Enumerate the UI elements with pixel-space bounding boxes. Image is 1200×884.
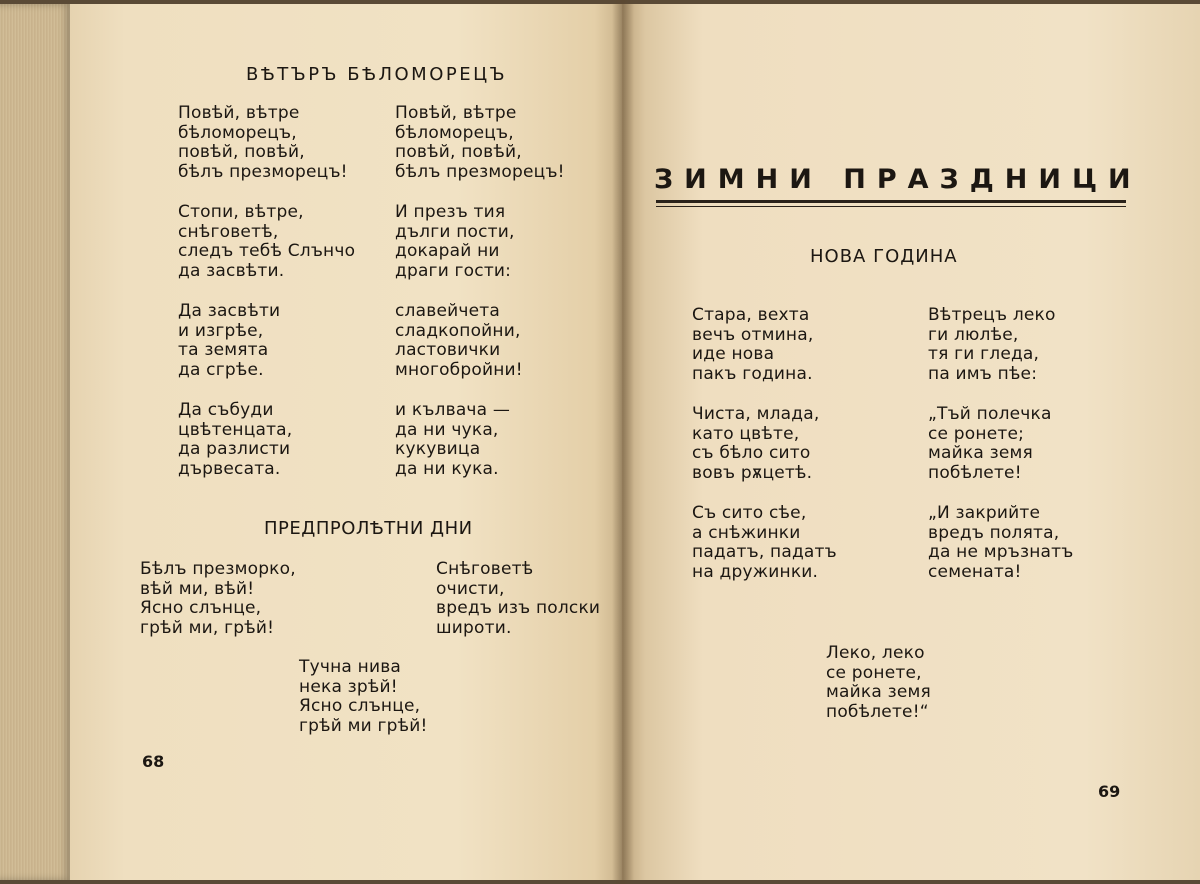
poem-column-1 — [692, 306, 837, 582]
page-number: 68 — [142, 752, 165, 771]
verse-line: драги гости: — [395, 260, 512, 281]
verse-line: повѣй, повѣй, — [178, 142, 305, 162]
verse-line: да разлисти — [178, 439, 291, 459]
left-page — [70, 4, 622, 880]
verse-line: „Тъй полечка — [928, 404, 1052, 424]
verse-line: вредъ полята, — [928, 522, 1060, 543]
verse-line: Стара, вехта — [692, 305, 810, 325]
verse-line: и кълвача — — [395, 400, 511, 420]
verse-line: снѣговетѣ, — [178, 221, 279, 242]
stanza — [178, 401, 355, 479]
verse-line: кукувица — [395, 439, 481, 459]
stanza — [178, 203, 355, 281]
verse-line: майка земя — [826, 682, 931, 702]
verse-line: следъ тебѣ Слънчо — [178, 241, 356, 261]
verse-line: се ронете, — [826, 662, 922, 683]
poem1-column-2 — [395, 104, 565, 479]
verse-line: Повѣй, вѣтре — [178, 103, 300, 123]
verse-line: падатъ, падатъ — [692, 542, 837, 562]
verse-line: Да засвѣти — [178, 301, 281, 321]
verse-line: Съ сито сѣе, — [692, 503, 807, 523]
verse-line: да засвѣти. — [178, 260, 285, 281]
stanza — [395, 104, 565, 182]
stanza — [178, 302, 355, 380]
verse-line: Чиста, млада, — [692, 404, 820, 424]
verse-line: повѣй, повѣй, — [395, 142, 522, 162]
verse-line: Снѣговетѣ — [436, 559, 534, 579]
verse-line: иде нова — [692, 344, 775, 364]
verse-line: сладкопойни, — [395, 320, 521, 341]
verse-line: да ни чука, — [395, 419, 499, 440]
verse-line: дървесата. — [178, 458, 281, 479]
verse-line: Бѣлъ презморко, — [140, 559, 296, 579]
verse-line: очисти, — [436, 578, 505, 599]
verse-line: съ бѣло сито — [692, 443, 811, 463]
verse-line: „И закрийте — [928, 503, 1041, 523]
poem-title-predproletni-dni: ПРЕДПРОЛѢТНИ ДНИ — [264, 518, 473, 539]
verse-line: Ясно слънце, — [299, 696, 421, 716]
verse-line: побѣлете! — [928, 462, 1022, 483]
page-number: 69 — [1098, 782, 1121, 801]
poem2-column-2 — [436, 560, 600, 638]
verse-line: бѣломорецъ, — [395, 122, 514, 143]
verse-line: та земята — [178, 340, 269, 360]
verse-line: грѣй ми, грѣй! — [140, 617, 275, 638]
verse-line: цвѣтенцата, — [178, 419, 293, 440]
stanza — [928, 306, 1073, 384]
verse-line: вѣй ми, вѣй! — [140, 578, 255, 599]
stanza — [178, 104, 355, 182]
verse-line: Леко, леко — [826, 643, 925, 663]
verse-line: бѣлъ презморецъ! — [395, 161, 565, 182]
poem-final-stanza — [826, 644, 931, 722]
verse-line: па имъ пѣе: — [928, 363, 1038, 384]
verse-line: Стопи, вѣтре, — [178, 202, 304, 222]
stanza — [395, 401, 565, 479]
verse-line: семената! — [928, 561, 1022, 582]
verse-line: докарай ни — [395, 241, 500, 261]
verse-line: И презъ тия — [395, 202, 506, 222]
verse-line: а снѣжинки — [692, 522, 801, 543]
verse-line: грѣй ми грѣй! — [299, 715, 428, 736]
book-gutter — [612, 0, 634, 884]
verse-line: и изгрѣе, — [178, 320, 264, 341]
poem-column-2 — [928, 306, 1073, 582]
verse-line: вечъ отмина, — [692, 324, 814, 345]
stanza — [395, 302, 565, 380]
verse-line: пакъ година. — [692, 363, 813, 384]
verse-line: се ронете; — [928, 423, 1025, 444]
stanza — [928, 504, 1073, 582]
verse-line: побѣлете!“ — [826, 701, 929, 722]
verse-line: дълги пости, — [395, 221, 515, 242]
verse-line: тя ги гледа, — [928, 344, 1040, 364]
verse-line: Да събуди — [178, 400, 274, 420]
poem2-column-3 — [299, 658, 427, 736]
verse-line: широти. — [436, 617, 512, 638]
title-rule — [656, 200, 1126, 203]
stanza — [692, 306, 837, 384]
stanza — [395, 203, 565, 281]
verse-line: бѣлъ презморецъ! — [178, 161, 348, 182]
verse-line: многобройни! — [395, 359, 523, 380]
verse-line: ги люлѣе, — [928, 324, 1019, 345]
verse-line: Вѣтрецъ леко — [928, 305, 1056, 325]
right-page — [622, 4, 1200, 880]
verse-line: като цвѣте, — [692, 423, 800, 444]
verse-line: нека зрѣй! — [299, 676, 398, 697]
verse-line: да не мръзнатъ — [928, 542, 1074, 562]
stanza — [692, 504, 837, 582]
poem1-column-1 — [178, 104, 355, 479]
verse-line: бѣломорецъ, — [178, 122, 297, 143]
verse-line: да сгрѣе. — [178, 359, 264, 380]
verse-line: вовъ рѫцетѣ. — [692, 462, 813, 483]
verse-line: майка земя — [928, 443, 1033, 463]
verse-line: на дружинки. — [692, 561, 819, 582]
poem-title-vetar-belomorets: ВѢТЪРЪ БѢЛОМОРЕЦЪ — [246, 64, 508, 85]
stanza — [928, 405, 1073, 483]
verse-line: Ясно слънце, — [140, 598, 262, 618]
section-title: ЗИМНИ ПРАЗДНИЦИ — [654, 164, 1142, 195]
verse-line: вредъ изъ полски — [436, 598, 601, 618]
verse-line: ластовички — [395, 340, 501, 360]
title-rule-thin — [656, 206, 1126, 207]
poem-title-nova-godina: НОВА ГОДИНА — [810, 246, 958, 267]
poem2-column-1 — [140, 560, 296, 638]
verse-line: да ни кука. — [395, 458, 499, 479]
page-edges — [0, 4, 72, 880]
verse-line: Тучна нива — [299, 657, 402, 677]
verse-line: Повѣй, вѣтре — [395, 103, 517, 123]
stanza — [692, 405, 837, 483]
verse-line: славейчета — [395, 301, 500, 321]
